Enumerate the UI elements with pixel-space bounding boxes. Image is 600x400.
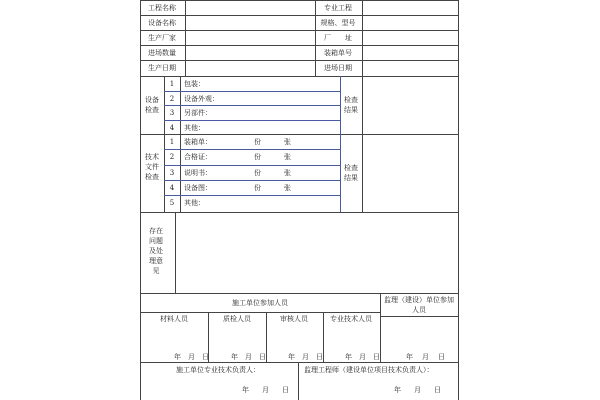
row-line <box>140 30 458 31</box>
row-line <box>164 195 340 196</box>
role-reviewer: 审核人员 <box>280 315 308 323</box>
header-label-project: 工程名称 <box>148 4 176 12</box>
date-month: 月 <box>302 353 309 361</box>
tech-doc-item-no: 5 <box>169 199 175 207</box>
col-line <box>164 134 165 212</box>
date-day: 日 <box>373 353 380 361</box>
row-line <box>140 0 458 1</box>
col-line <box>298 362 299 400</box>
supervision-participants-header: 监理（建设）单位参加人员 <box>384 296 454 314</box>
row-line <box>164 91 340 92</box>
frame-right-line <box>458 0 459 400</box>
date-day: 日 <box>438 353 445 361</box>
date-year: 年 <box>288 353 295 361</box>
role-material-staff: 材料人员 <box>160 315 188 323</box>
tech-doc-item-no: 1 <box>169 138 175 146</box>
col-line <box>315 0 316 76</box>
header-label-quantity: 进场数量 <box>148 49 176 57</box>
row-line <box>140 212 458 213</box>
unit-zhang: 张 <box>284 138 291 146</box>
equipment-item-text: 其他： <box>184 124 205 132</box>
date-day: 日 <box>434 386 441 394</box>
unit-zhang: 张 <box>284 184 291 192</box>
row-line <box>140 134 458 135</box>
tech-doc-item-no: 2 <box>169 153 175 161</box>
date-day: 日 <box>316 353 323 361</box>
date-year: 年 <box>394 386 401 394</box>
date-month: 月 <box>414 386 421 394</box>
supervision-engineer-label: 监理工程师（建设单位项目技术负责人）： <box>304 366 434 374</box>
unit-fen: 份 <box>254 153 261 161</box>
row-line <box>164 120 340 121</box>
construction-tech-lead-label: 施工单位专业技术负责人： <box>176 366 260 374</box>
date-month: 月 <box>188 353 195 361</box>
date-year: 年 <box>345 353 352 361</box>
role-quality-inspector: 质检人员 <box>223 315 251 323</box>
unit-zhang: 张 <box>284 169 291 177</box>
header-label-specialty: 专业工程 <box>324 4 352 12</box>
row-line <box>140 45 458 46</box>
date-month: 月 <box>422 353 429 361</box>
row-line <box>164 149 340 150</box>
date-day: 日 <box>259 353 266 361</box>
header-label-packing-no: 装箱单号 <box>324 49 352 57</box>
header-label-equipment-name: 设备名称 <box>148 19 176 27</box>
tech-doc-item-text: 合格证： <box>184 153 212 161</box>
header-label-production-date: 生产日期 <box>148 64 176 72</box>
row-line <box>164 165 340 166</box>
col-line <box>362 76 363 134</box>
problems-label: 存在问题及处理意见 <box>149 227 163 275</box>
tech-doc-item-no: 3 <box>169 169 175 177</box>
tech-docs-check-label: 技术文件检查 <box>145 153 159 181</box>
row-line <box>140 293 458 294</box>
equipment-item-text: 另部件： <box>184 109 212 117</box>
equipment-item-text: 设备外观： <box>184 95 219 103</box>
date-year: 年 <box>242 386 249 394</box>
tech-doc-item-text: 说明书： <box>184 169 212 177</box>
col-line <box>362 134 363 212</box>
col-line <box>340 134 341 212</box>
col-line <box>340 76 341 134</box>
date-year: 年 <box>174 353 181 361</box>
equipment-item-text: 包装： <box>184 80 205 88</box>
equipment-item-no: 4 <box>169 124 175 132</box>
tech-doc-item-no: 4 <box>169 184 175 192</box>
row-line <box>140 362 458 363</box>
date-month: 月 <box>262 386 269 394</box>
row-line <box>164 105 340 106</box>
tech-doc-item-text: 设备图： <box>184 184 212 192</box>
row-line <box>140 76 458 77</box>
col-line <box>380 293 381 362</box>
header-label-spec-model: 规格、型号 <box>320 19 356 27</box>
construction-participants-header: 施工单位参加人员 <box>232 299 288 307</box>
header-label-manufacturer: 生产厂家 <box>148 34 176 42</box>
date-year: 年 <box>406 353 413 361</box>
row-line <box>164 180 340 181</box>
tech-doc-item-text: 其他： <box>184 199 205 207</box>
header-label-address: 厂 址 <box>324 34 352 42</box>
equipment-check-label: 设备检查 <box>145 96 159 114</box>
row-line <box>140 15 458 16</box>
date-day: 日 <box>202 353 209 361</box>
header-label-arrival-date: 进场日期 <box>324 64 352 72</box>
col-line <box>175 212 176 293</box>
row-line <box>380 316 458 317</box>
date-year: 年 <box>231 353 238 361</box>
col-line <box>266 312 267 362</box>
date-day: 日 <box>282 386 289 394</box>
col-line <box>180 134 181 212</box>
unit-fen: 份 <box>254 184 261 192</box>
equipment-item-no: 3 <box>169 109 175 117</box>
equipment-item-no: 1 <box>169 80 175 88</box>
equipment-check-result-label: 检查结果 <box>344 96 358 114</box>
row-line <box>140 312 380 313</box>
role-technical-staff: 专业技术人员 <box>330 315 372 323</box>
unit-fen: 份 <box>254 169 261 177</box>
tech-docs-result-label: 检查结果 <box>344 164 358 182</box>
date-month: 月 <box>359 353 366 361</box>
equipment-item-no: 2 <box>169 95 175 103</box>
tech-doc-item-text: 装箱单： <box>184 138 212 146</box>
row-line <box>140 60 458 61</box>
col-line <box>185 0 186 76</box>
unit-fen: 份 <box>254 138 261 146</box>
col-line <box>362 0 363 76</box>
date-month: 月 <box>245 353 252 361</box>
col-line <box>323 312 324 362</box>
unit-zhang: 张 <box>284 153 291 161</box>
